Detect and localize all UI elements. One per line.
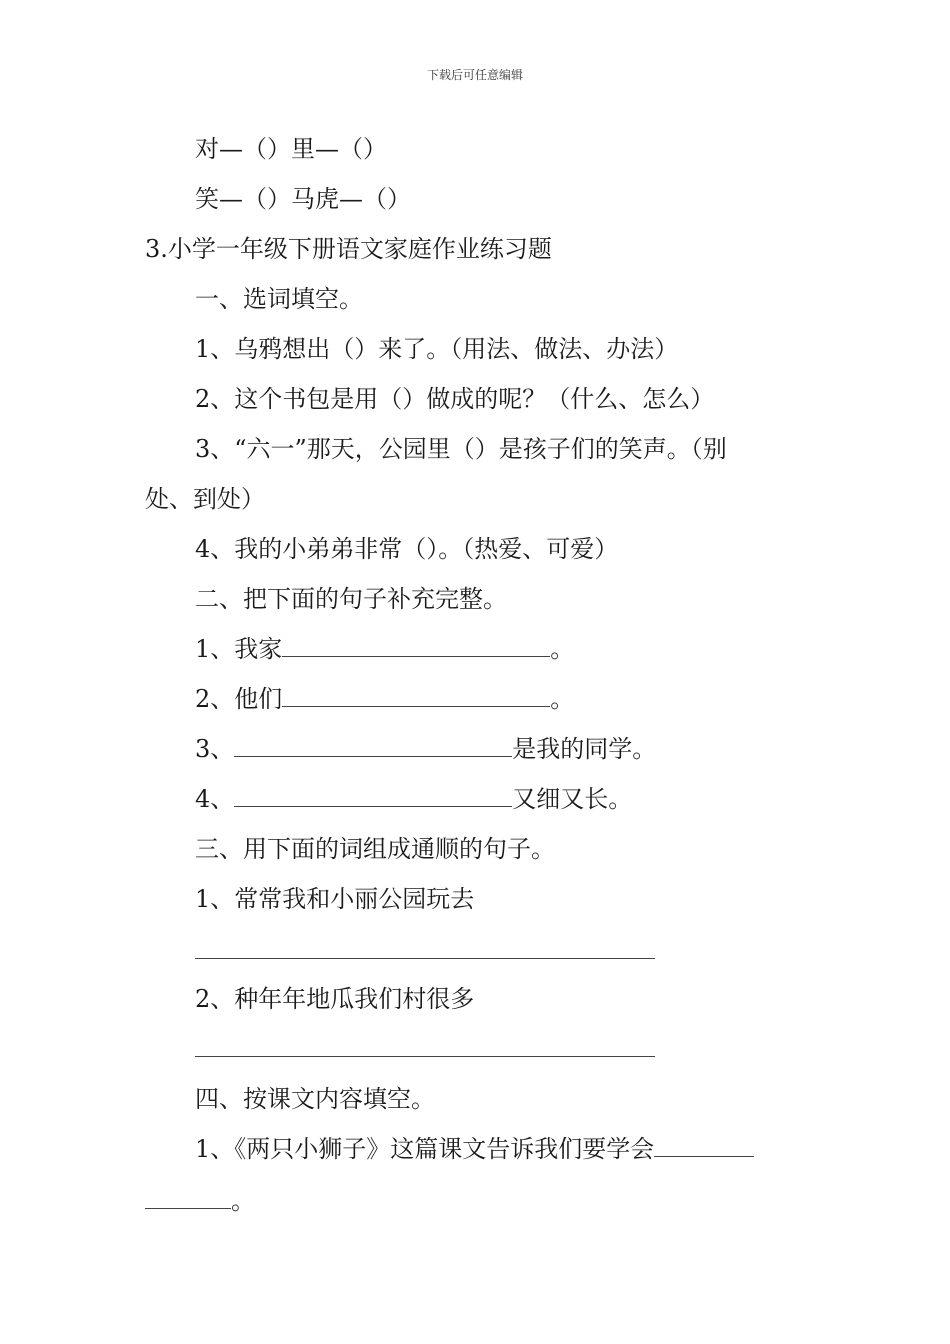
- section-3-question-2: 2、种年年地瓜我们村很多: [195, 985, 475, 1013]
- section-1-question-4: 4、我的小弟弟非常（）。（热爱、可爱）: [195, 535, 619, 563]
- fill-blank[interactable]: [234, 734, 512, 757]
- section-2-question-3: [195, 734, 656, 764]
- fill-blank[interactable]: [654, 1134, 754, 1157]
- question-prefix: 4、: [195, 785, 235, 813]
- question-prefix: 3、: [195, 735, 235, 763]
- question-prefix: 1、《两只小狮子》这篇课文告诉我们要学会: [195, 1135, 655, 1163]
- section-2-title: 二、把下面的句子补充完整。: [195, 585, 507, 613]
- page-header: 下载后可任意编辑: [426, 68, 523, 82]
- fill-blank[interactable]: [282, 684, 550, 707]
- question-prefix: 2、他们: [195, 685, 283, 713]
- section-2-question-2: [195, 684, 574, 714]
- fill-blank[interactable]: [234, 784, 512, 807]
- section-2-question-1: [195, 634, 574, 664]
- section-3-question-1: 1、常常我和小丽公园玩去: [195, 885, 475, 913]
- section-1-title: 一、选词填空。: [195, 285, 363, 313]
- line-pair-2: 笑—（）马虎—（）: [195, 185, 411, 213]
- section-1-question-3-continued: 处、到处）: [145, 485, 265, 513]
- section-4-title: 四、按课文内容填空。: [195, 1085, 435, 1113]
- section-1-question-3: 3、“六一”那天，公园里（）是孩子们的笑声。（别: [195, 435, 727, 463]
- question-suffix: 。: [231, 1187, 255, 1215]
- question-suffix: 。: [550, 685, 575, 713]
- section-2-question-4: [195, 784, 632, 814]
- question-prefix: 1、我家: [195, 635, 283, 663]
- answer-line[interactable]: [195, 958, 655, 959]
- question-suffix: 是我的同学。: [512, 735, 657, 763]
- section-3-title: 三、用下面的词组成通顺的句子。: [195, 835, 555, 863]
- section-1-question-2: 2、这个书包是用（）做成的呢？（什么、怎么）: [195, 385, 715, 413]
- line-pair-1: 对—（）里—（）: [195, 135, 387, 163]
- fill-blank[interactable]: [145, 1186, 231, 1209]
- section-4-question-1-continued: [145, 1186, 255, 1216]
- answer-line[interactable]: [195, 1056, 655, 1057]
- question-suffix: 。: [550, 635, 575, 663]
- exercise-title: 3.小学一年级下册语文家庭作业练习题: [145, 235, 552, 263]
- fill-blank[interactable]: [282, 634, 550, 657]
- section-4-question-1: [195, 1134, 754, 1164]
- question-suffix: 又细又长。: [512, 785, 633, 813]
- section-1-question-1: 1、乌鸦想出（）来了。（用法、做法、办法）: [195, 335, 679, 363]
